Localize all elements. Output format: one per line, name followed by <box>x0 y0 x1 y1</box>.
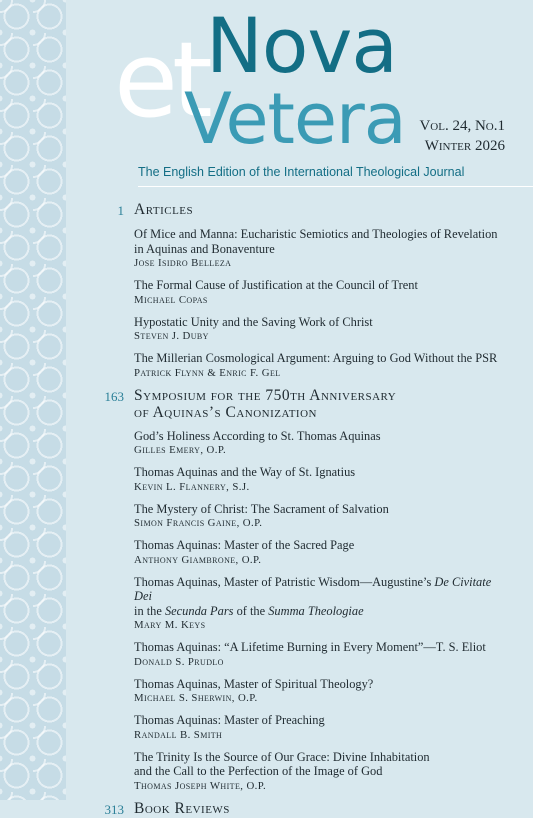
toc-entry <box>134 227 506 269</box>
toc-entry <box>134 278 506 306</box>
entry-author: Jose Isidro Belleza <box>134 257 232 269</box>
section-symposium <box>66 387 506 792</box>
section-page-number: 313 <box>104 801 124 817</box>
decorative-pattern-strip <box>0 0 66 800</box>
entry-title: Hypostatic Unity and the Saving Work of Christ <box>134 314 373 329</box>
entry-author: Donald S. Prudlo <box>134 655 224 668</box>
entry-author: Mary M. Keys <box>134 619 206 631</box>
toc-entry <box>134 538 506 566</box>
section-title: Book Reviews <box>134 799 230 817</box>
toc-entry <box>134 575 506 632</box>
entry-author: Randall B. Smith <box>134 728 223 741</box>
entry-author: Kevin L. Flannery, S.J. <box>134 480 250 493</box>
entry-title: The Mystery of Christ: The Sacrament of Salvation <box>134 501 389 516</box>
toc-entry <box>134 713 506 741</box>
entry-author: Michael S. Sherwin, O.P. <box>134 692 258 704</box>
toc-entry <box>134 465 506 493</box>
toc-entry <box>134 750 506 792</box>
masthead-divider <box>138 186 533 187</box>
volume-number: Vol. 24, No.1 <box>419 118 505 134</box>
entry-title: Of Mice and Manna: Eucharistic Semiotics and Theologies of Revelation in Aquinas and Bonaventure <box>134 227 498 256</box>
entry-title: Thomas Aquinas: Master of the Sacred Page <box>134 538 355 552</box>
toc-entry <box>134 315 506 343</box>
logo-vetera: Vetera <box>184 78 406 160</box>
toc-entry <box>134 429 506 457</box>
section-book-reviews <box>66 800 506 817</box>
issue-season: Winter 2026 <box>424 138 505 154</box>
entry-author: Simon Francis Gaine, O.P. <box>134 517 263 529</box>
entry-title: The Trinity Is the Source of Our Grace: Divine Inhabitation and the Call to the Perfection of the Image of God <box>134 749 430 778</box>
toc-entry <box>134 677 506 705</box>
toc-entry <box>134 640 506 668</box>
section-title: Articles <box>134 201 194 218</box>
section-articles <box>66 201 506 379</box>
section-page-number: 163 <box>104 388 124 404</box>
entry-title: Thomas Aquinas: “A Lifetime Burning in Every Moment”—T. S. Eliot <box>134 640 486 654</box>
entry-author: Steven J. Duby <box>134 330 209 342</box>
entry-title: Thomas Aquinas: Master of Preaching <box>134 713 325 727</box>
journal-subtitle: The English Edition of the International Theological Journal <box>138 165 465 179</box>
entry-title: Thomas Aquinas and the Way of St. Ignatius <box>134 465 356 479</box>
logo-nova: Nova <box>206 1 397 90</box>
logo-et: et <box>114 19 207 141</box>
entry-author: Thomas Joseph White, O.P. <box>134 779 267 792</box>
section-page-number: 1 <box>117 203 124 218</box>
entry-author: Anthony Giambrone, O.P. <box>134 553 262 566</box>
section-title: Symposium for the 750th Anniversary of Aquinas’s Canonization <box>134 386 397 421</box>
entry-title: Thomas Aquinas, Master of Spiritual Theology? <box>134 676 374 691</box>
entry-author: Patrick Flynn & Enric F. Gel <box>134 366 281 379</box>
entry-title: The Formal Cause of Justification at the Council of Trent <box>134 278 418 292</box>
entry-author: Gilles Emery, O.P. <box>134 444 227 456</box>
entry-author: Michael Copas <box>134 293 208 306</box>
entry-title: God’s Holiness According to St. Thomas Aquinas <box>134 428 381 443</box>
toc-entry <box>134 502 506 530</box>
entry-title: The Millerian Cosmological Argument: Arguing to God Without the PSR <box>134 351 498 365</box>
table-of-contents <box>66 200 506 817</box>
masthead <box>66 0 533 200</box>
entry-title: Thomas Aquinas, Master of Patristic Wisdom—Augustine’s De Civitate Dei in the Secunda Pars of the Summa Theologiae <box>134 574 492 618</box>
toc-entry <box>134 351 506 379</box>
